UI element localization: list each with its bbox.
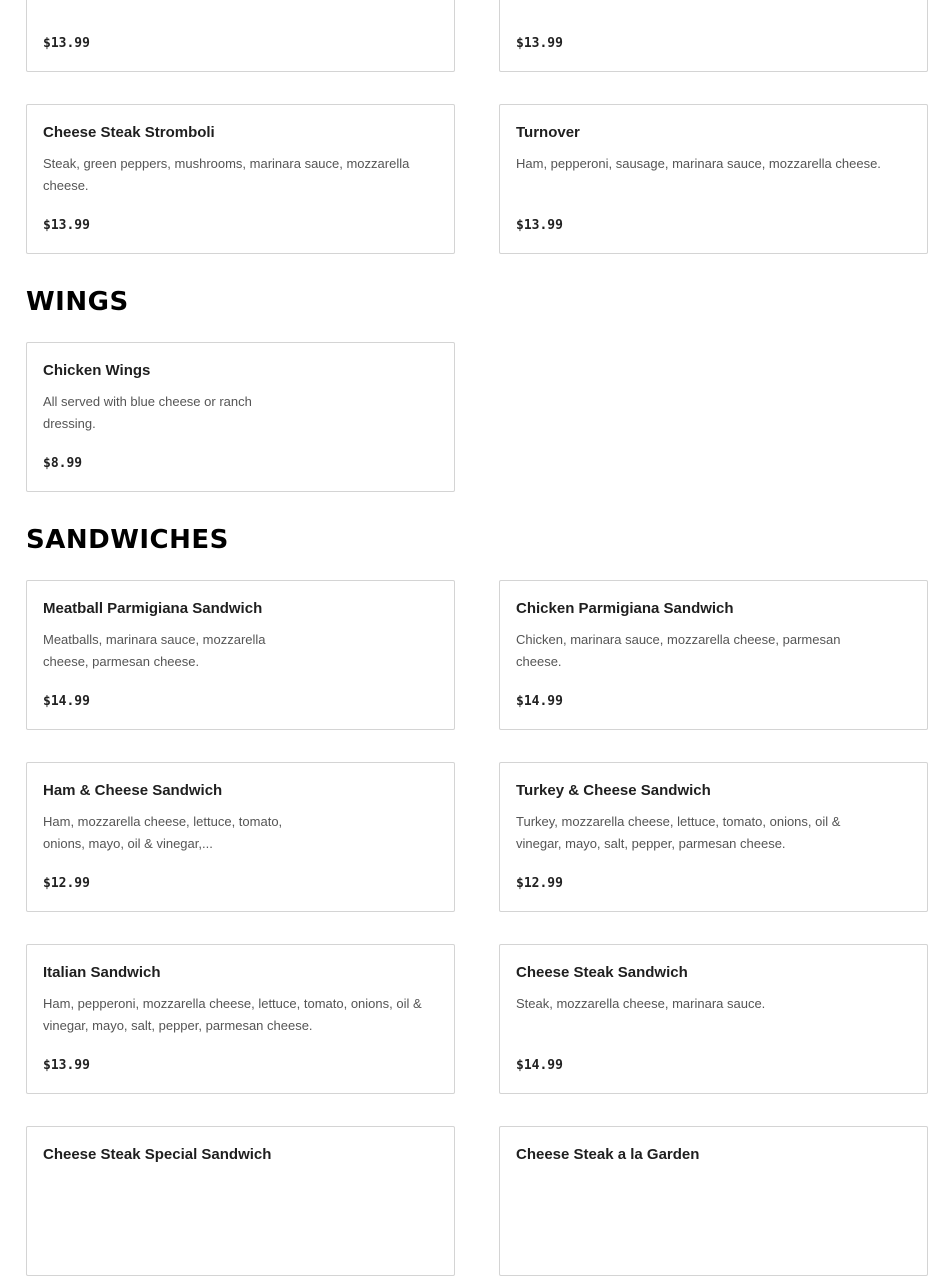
item-name: Italian Sandwich [43, 964, 161, 981]
item-price: $13.99 [516, 218, 563, 233]
item-price: $13.99 [516, 36, 563, 51]
item-description: All served with blue cheese or ranch dressing. [43, 394, 252, 431]
menu-item-card[interactable] [499, 580, 928, 730]
menu-item-card[interactable] [26, 342, 455, 492]
item-description: Meatballs, marinara sauce, mozzarella cheese, parmesan cheese. [43, 632, 266, 669]
item-name: Cheese Steak Special Sandwich [43, 1146, 272, 1163]
menu-item-card[interactable] [499, 762, 928, 912]
menu-item-card[interactable] [499, 104, 928, 254]
item-description: Ham, pepperoni, sausage, marinara sauce, mozzarella cheese. [516, 156, 881, 171]
item-description: Steak, mozzarella cheese, marinara sauce. [516, 996, 766, 1011]
item-name: Meatball Parmigiana Sandwich [43, 600, 263, 617]
item-price: $14.99 [516, 694, 563, 709]
menu-item-card[interactable] [26, 580, 455, 730]
menu-item-card[interactable] [499, 0, 928, 72]
item-description: Ham, mozzarella cheese, lettuce, tomato, onions, mayo, oil & vinegar,... [43, 814, 283, 851]
item-description: Chicken, marinara sauce, mozzarella cheese, parmesan cheese. [516, 632, 841, 669]
item-name: Cheese Steak Stromboli [43, 124, 215, 141]
item-name: Turkey & Cheese Sandwich [516, 782, 711, 799]
item-price: $13.99 [43, 218, 90, 233]
item-price: $13.99 [43, 1058, 90, 1073]
menu-item-card[interactable] [499, 944, 928, 1094]
item-name: Cheese Steak Sandwich [516, 964, 688, 981]
item-name: Ham & Cheese Sandwich [43, 782, 223, 799]
item-name: Turnover [516, 124, 580, 141]
item-description: Turkey, mozzarella cheese, lettuce, tomato, onions, oil & vinegar, mayo, salt, pepper, parmesan cheese. [516, 814, 841, 851]
item-description: Steak, green peppers, mushrooms, marinara sauce, mozzarella cheese. [43, 156, 410, 193]
menu-item-card[interactable] [26, 104, 455, 254]
item-price: $8.99 [43, 456, 83, 471]
item-price: $13.99 [43, 36, 90, 51]
section-title-wings: WINGS [26, 287, 129, 317]
section-title-sandwiches: SANDWICHES [26, 525, 229, 555]
item-name: Cheese Steak a la Garden [516, 1146, 700, 1163]
menu-item-card[interactable] [499, 1126, 928, 1276]
item-name: Chicken Wings [43, 362, 151, 379]
item-price: $12.99 [43, 876, 90, 891]
menu-item-card[interactable] [26, 944, 455, 1094]
item-name: Chicken Parmigiana Sandwich [516, 600, 734, 617]
item-description: Ham, pepperoni, mozzarella cheese, lettuce, tomato, onions, oil & vinegar, mayo, salt, pepper, parmesan cheese. [43, 996, 422, 1033]
item-price: $12.99 [516, 876, 563, 891]
menu-item-card[interactable] [26, 1126, 455, 1276]
menu-item-card[interactable] [26, 762, 455, 912]
item-price: $14.99 [516, 1058, 563, 1073]
menu-item-card[interactable] [26, 0, 455, 72]
item-price: $14.99 [43, 694, 90, 709]
